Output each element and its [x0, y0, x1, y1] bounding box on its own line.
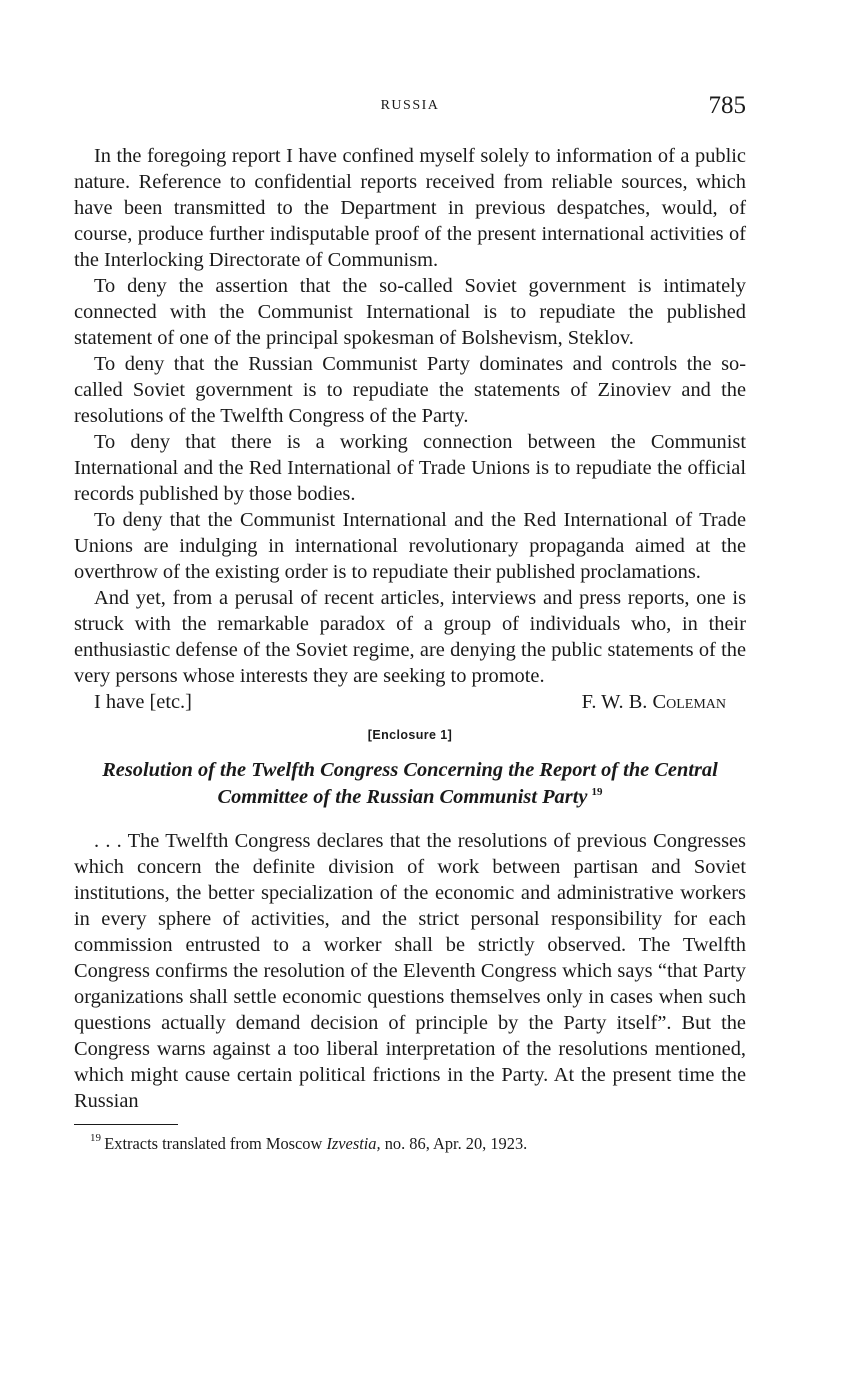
- resolution-heading: [74, 757, 746, 811]
- document-page: [74, 92, 746, 1155]
- footnote: [74, 1133, 746, 1155]
- running-title: RUSSIA: [380, 98, 440, 113]
- body-paragraph: And yet, from a perusal of recent articles, interviews and press reports, one is struck with the remarkable paradox of a group of individuals who, in their enthusiastic defense of the Soviet regime, are denying the public statements of the very persons whose interests they are seeking to promote.: [74, 587, 746, 687]
- running-header: [74, 92, 746, 126]
- page-number: 785: [708, 92, 746, 119]
- resolution-heading-text: Resolution of the Twelfth Congress Concerning the Report of the Central Committee of the Russian Communist Party: [102, 759, 718, 808]
- footnote-divider: [74, 1124, 178, 1125]
- footnote-publication: Izvestia,: [326, 1134, 381, 1153]
- body-paragraph: To deny that the Communist International and the Red International of Trade Unions are indulging in international revolutionary propaganda aimed at the overthrow of the existing order is to repudiate their published proclamations.: [74, 509, 746, 583]
- signature-line: [74, 689, 746, 715]
- footnote-number: 19: [90, 1132, 101, 1144]
- signer-name: F. W. B. Coleman: [581, 691, 726, 713]
- closing-text: I have [etc.]: [94, 691, 192, 713]
- body-paragraph: To deny the assertion that the so-called Soviet government is intimately connected with the Communist International is to repudiate the published statement of one of the principal spokesman of Bolshevism, Steklov.: [74, 275, 746, 349]
- body-paragraph: To deny that there is a working connection between the Communist International and the Red International of Trade Unions is to repudiate the official records published by those bodies.: [74, 431, 746, 505]
- body-paragraph: In the foregoing report I have confined myself solely to information of a public nature. Reference to confidential reports received from reliable sources, which have been transmitted to the Department in previous despatches, would, of course, produce further indisputable proof of the present international activities of the Interlocking Directorate of Communism.: [74, 145, 746, 271]
- footnote-text-before: Extracts translated from Moscow: [104, 1134, 323, 1153]
- resolution-text: . . . The Twelfth Congress declares that the resolutions of previous Congresses which concern the definite division of work between partisan and Soviet institutions, the better specialization of the economic and administrative workers in every sphere of activities, and the strict personal responsibility for each commission entrusted to a worker shall be strictly observed. The Twelfth Congress confirms the resolution of the Eleventh Congress which says “that Party organizations shall settle economic questions themselves only in cases when such questions actually demand decision of principle by the Party itself”. But the Congress warns against a too liberal interpretation of the resolutions mentioned, which might cause certain political frictions in the Party. At the present time the Russian: [74, 830, 746, 1112]
- footnote-text-after: no. 86, Apr. 20, 1923.: [384, 1134, 528, 1153]
- footnote-reference: 19: [591, 786, 603, 798]
- enclosure-label: [Enclosure 1]: [367, 728, 453, 742]
- body-paragraph: To deny that the Russian Communist Party dominates and controls the so-called Soviet government is to repudiate the statements of Zinoviev and the resolutions of the Twelfth Congress of the Party.: [74, 353, 746, 427]
